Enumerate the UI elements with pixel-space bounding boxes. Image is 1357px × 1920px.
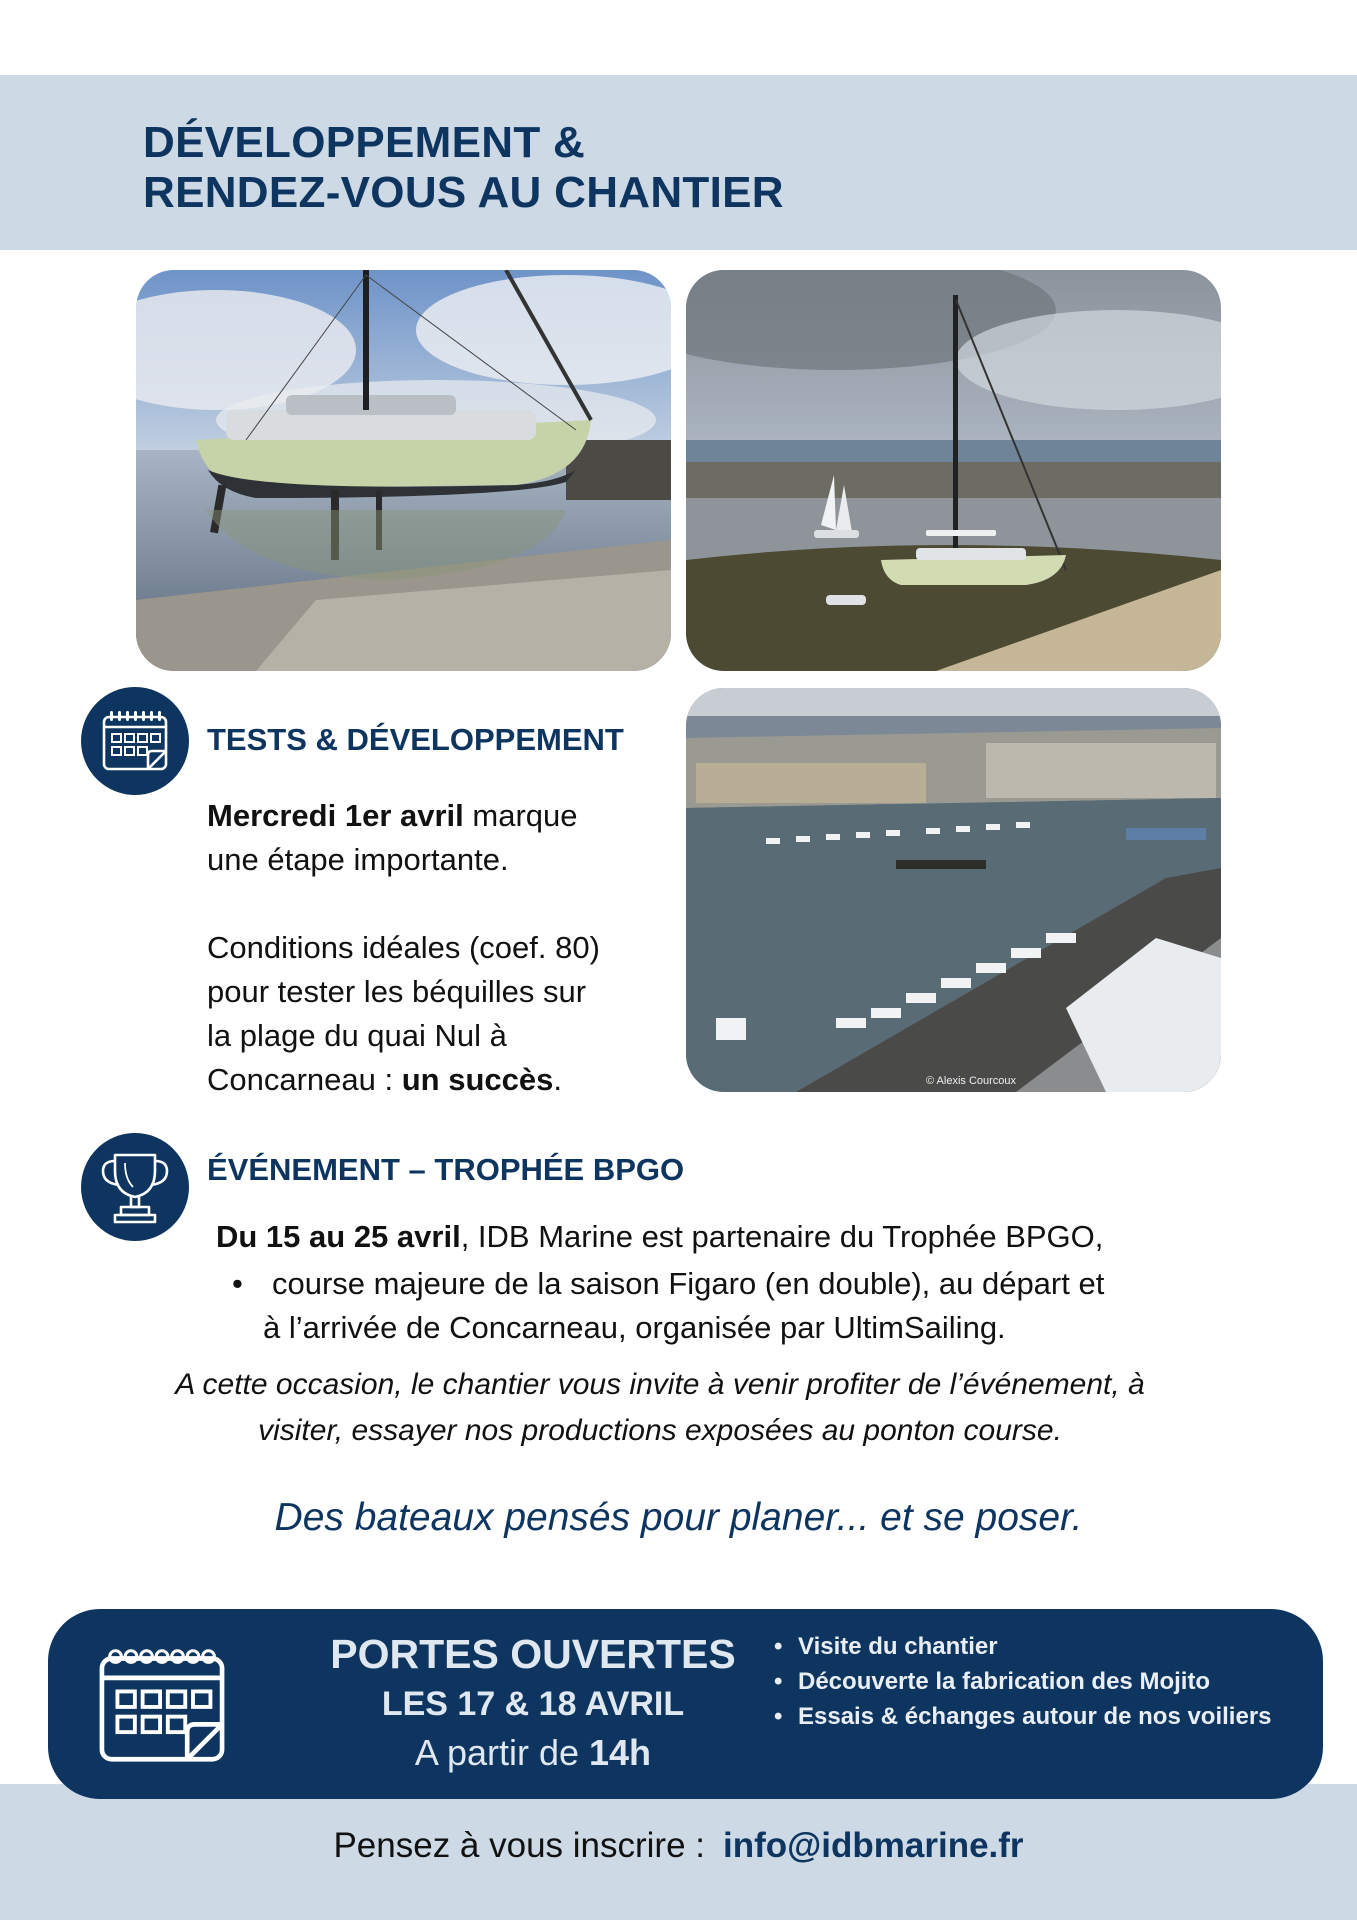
section-heading-tests: TESTS & DÉVELOPPEMENT <box>207 722 624 757</box>
photo-boat-on-legs <box>136 270 671 671</box>
list-item: • Découverte la fabrication des Mojito <box>770 1664 1310 1699</box>
section-heading-event: ÉVÉNEMENT – TROPHÉE BPGO <box>207 1152 685 1187</box>
list-item: • Visite du chantier <box>770 1629 1310 1664</box>
page-title: DÉVELOPPEMENT & RENDEZ-VOUS AU CHANTIER <box>143 118 784 217</box>
footer-signup: Pensez à vous inscrire : info@idbmarine.fr <box>333 1826 1024 1865</box>
calendar-icon <box>81 687 189 795</box>
email-link[interactable]: info@idbmarine.fr <box>723 1826 1024 1865</box>
open-days-time: A partir de 14h <box>414 1732 652 1773</box>
open-days-dates: LES 17 & 18 AVRIL <box>381 1685 685 1723</box>
event-intro: Du 15 au 25 avril, IDB Marine est partenaire du Trophée BPGO, <box>216 1219 1104 1254</box>
list-item: • Essais & échanges autour de nos voiliers <box>770 1699 1310 1734</box>
event-invitation-note: A cette occasion, le chantier vous invite à venir profiter de l’événement, à visiter, essayer nos productions exposées au ponton course. <box>175 1368 1145 1447</box>
event-bullet: • course majeure de la saison Figaro (en double), au départ et à l’arrivée de Concarneau, organisée par UltimSailing. <box>232 1266 1105 1345</box>
calendar-icon <box>94 1643 230 1772</box>
tests-paragraph: Mercredi 1er avril marque une étape importante. Conditions idéales (coef. 80) pour tester les béquilles sur la plage du quai Nul à Concarneau : un succès. <box>207 798 600 1097</box>
tagline: Des bateaux pensés pour planer... et se poser. <box>274 1496 1083 1539</box>
open-days-title: PORTES OUVERTES <box>330 1631 736 1677</box>
open-days-box <box>48 1609 1323 1799</box>
photo-harbor-low-tide <box>686 270 1221 671</box>
open-days-list <box>770 1629 1310 1734</box>
trophy-icon <box>81 1133 189 1241</box>
photo-aerial-harbor <box>686 688 1221 1092</box>
svg-text:© Alexis Courcoux: © Alexis Courcoux <box>926 1075 1017 1087</box>
